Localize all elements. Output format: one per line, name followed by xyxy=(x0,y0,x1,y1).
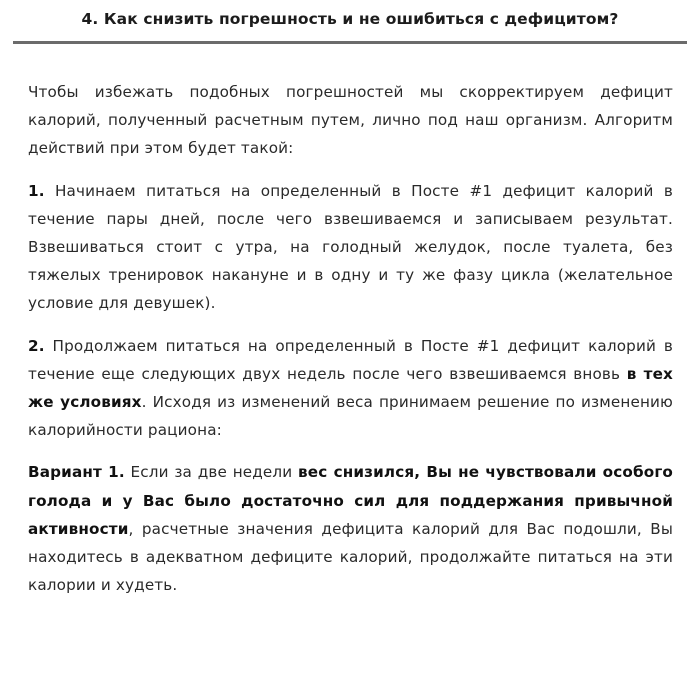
step-1-text: Начинаем питаться на определенный в Посте #1 дефицит калорий в течение пары дней, после чего взвешиваемся и записываем результат. Взвешиваться стоит с утра, на голодный желудок, после туалета, без тяжелых тренировок накануне и в одну и ту же фазу цикла (желательное условие для девушек). xyxy=(28,181,673,313)
document-body xyxy=(28,78,673,613)
step-1-paragraph xyxy=(28,177,673,318)
variant-1-text-b: , расчетные значения дефицита калорий для Вас подошли, Вы находитесь в адекватном дефиците калорий, продолжайте питаться на эти калории и худеть. xyxy=(28,519,673,595)
variant-1-emphasis: вес снизился, Вы не чувствовали особого голода и у Вас было достаточно сил для поддержания привычной активности xyxy=(28,463,673,538)
variant-1-paragraph xyxy=(28,458,673,599)
step-2-number: 2. xyxy=(28,336,45,355)
step-2-text-a: Продолжаем питаться на определенный в Посте #1 дефицит калорий в течение еще следующих двух недель после чего взвешиваемся вновь xyxy=(28,336,673,383)
variant-1-text-a: Если за две недели xyxy=(124,463,299,482)
step-2-text-b: . Исходя из изменений веса принимаем решение по изменению калорийности рациона: xyxy=(28,393,673,440)
variant-1-label: Вариант 1. xyxy=(28,463,125,482)
intro-paragraph: Чтобы избежать подобных погрешностей мы скорректируем дефицит калорий, полученный расчетным путем, лично под наш организм. Алгоритм действий при этом будет такой: xyxy=(28,83,673,158)
step-2-emphasis: в тех же условиях xyxy=(28,364,673,412)
step-1-number: 1. xyxy=(28,181,45,200)
title-divider xyxy=(13,41,687,44)
step-2-paragraph xyxy=(28,332,673,445)
section-title: 4. Как снизить погрешность и не ошибиться с дефицитом? xyxy=(81,10,619,28)
